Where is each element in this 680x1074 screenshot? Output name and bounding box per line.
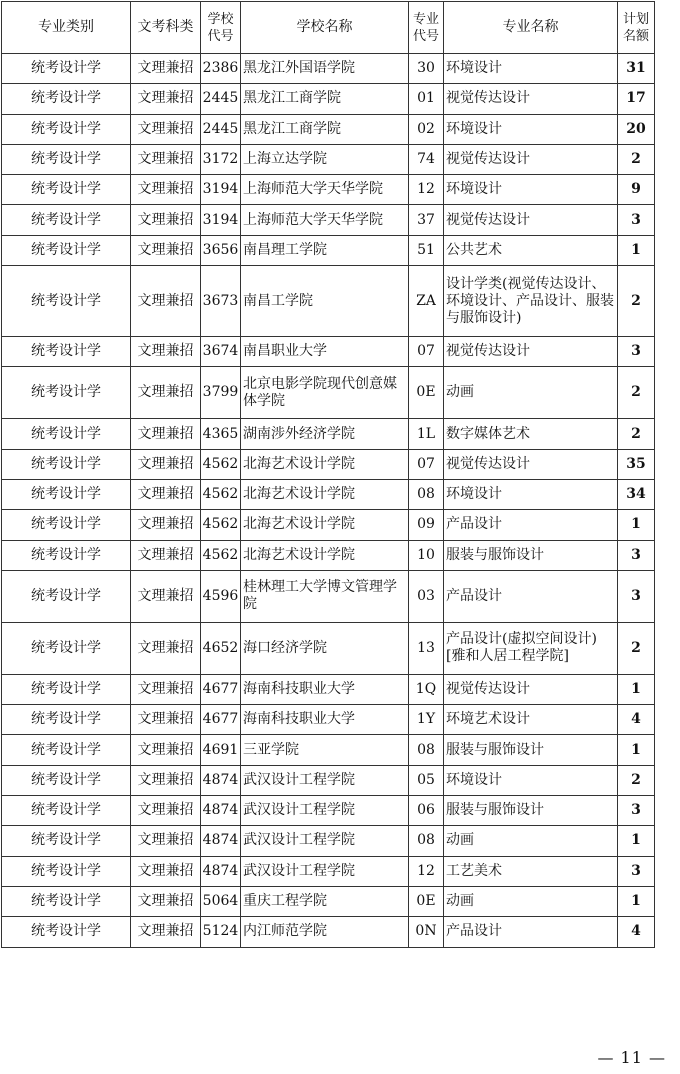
header-school-name: 学校名称 [241, 2, 409, 54]
table-row [2, 570, 655, 622]
table-row [2, 54, 655, 84]
quota-cell: 2 [618, 765, 655, 795]
school-name-cell: 北海艺术设计学院 [241, 510, 409, 540]
major-name-cell: 视觉传达设计 [444, 337, 618, 367]
header-major-name: 专业名称 [444, 2, 618, 54]
school-name-cell: 黑龙江工商学院 [241, 84, 409, 114]
school-name-cell: 北海艺术设计学院 [241, 479, 409, 509]
table-row [2, 479, 655, 509]
table-row [2, 917, 655, 947]
table-row [2, 705, 655, 735]
subject-cell: 文理兼招 [131, 205, 201, 235]
subject-cell: 文理兼招 [131, 826, 201, 856]
subject-cell: 文理兼招 [131, 266, 201, 337]
category-cell: 统考设计学 [2, 826, 131, 856]
category-cell: 统考设计学 [2, 205, 131, 235]
school-code-cell: 3172 [201, 144, 241, 174]
quota-cell: 1 [618, 735, 655, 765]
major-name-cell: 环境设计 [444, 765, 618, 795]
header-school-code: 学校代号 [201, 2, 241, 54]
school-name-cell: 南昌理工学院 [241, 235, 409, 265]
subject-cell: 文理兼招 [131, 796, 201, 826]
table-row [2, 337, 655, 367]
category-cell: 统考设计学 [2, 917, 131, 947]
quota-cell: 3 [618, 570, 655, 622]
major-code-cell: 1Q [409, 674, 444, 704]
major-code-cell: 74 [409, 144, 444, 174]
major-code-cell: 08 [409, 735, 444, 765]
subject-cell: 文理兼招 [131, 540, 201, 570]
major-code-cell: 06 [409, 796, 444, 826]
category-cell: 统考设计学 [2, 735, 131, 765]
school-code-cell: 2445 [201, 114, 241, 144]
subject-cell: 文理兼招 [131, 114, 201, 144]
table-row [2, 540, 655, 570]
quota-cell: 4 [618, 917, 655, 947]
subject-cell: 文理兼招 [131, 144, 201, 174]
school-name-cell: 上海师范大学天华学院 [241, 175, 409, 205]
category-cell: 统考设计学 [2, 856, 131, 886]
quota-cell: 2 [618, 419, 655, 449]
category-cell: 统考设计学 [2, 622, 131, 674]
table-row [2, 449, 655, 479]
page-number: — 11 — [597, 1048, 666, 1067]
school-code-cell: 4562 [201, 479, 241, 509]
school-code-cell: 4596 [201, 570, 241, 622]
school-code-cell: 4365 [201, 419, 241, 449]
quota-cell: 4 [618, 705, 655, 735]
major-name-cell: 视觉传达设计 [444, 674, 618, 704]
school-name-cell: 北海艺术设计学院 [241, 449, 409, 479]
category-cell: 统考设计学 [2, 235, 131, 265]
major-code-cell: 0E [409, 886, 444, 916]
quota-cell: 1 [618, 826, 655, 856]
school-name-cell: 三亚学院 [241, 735, 409, 765]
major-code-cell: 02 [409, 114, 444, 144]
major-name-cell: 服装与服饰设计 [444, 735, 618, 765]
category-cell: 统考设计学 [2, 54, 131, 84]
category-cell: 统考设计学 [2, 479, 131, 509]
subject-cell: 文理兼招 [131, 449, 201, 479]
major-name-cell: 环境设计 [444, 175, 618, 205]
major-code-cell: 07 [409, 337, 444, 367]
quota-cell: 3 [618, 205, 655, 235]
table-row [2, 856, 655, 886]
table-row [2, 419, 655, 449]
major-name-cell: 视觉传达设计 [444, 84, 618, 114]
major-name-cell: 服装与服饰设计 [444, 540, 618, 570]
major-code-cell: 07 [409, 449, 444, 479]
quota-cell: 1 [618, 886, 655, 916]
major-name-cell: 环境设计 [444, 479, 618, 509]
school-code-cell: 4874 [201, 826, 241, 856]
quota-cell: 3 [618, 856, 655, 886]
subject-cell: 文理兼招 [131, 84, 201, 114]
major-name-cell: 产品设计(虚拟空间设计)[雅和人居工程学院] [444, 622, 618, 674]
quota-cell: 2 [618, 367, 655, 419]
header-subject: 文考科类 [131, 2, 201, 54]
major-code-cell: 1Y [409, 705, 444, 735]
subject-cell: 文理兼招 [131, 705, 201, 735]
table-header-row [2, 2, 655, 54]
subject-cell: 文理兼招 [131, 622, 201, 674]
major-code-cell: 12 [409, 856, 444, 886]
category-cell: 统考设计学 [2, 540, 131, 570]
school-code-cell: 3194 [201, 205, 241, 235]
category-cell: 统考设计学 [2, 765, 131, 795]
school-name-cell: 上海立达学院 [241, 144, 409, 174]
category-cell: 统考设计学 [2, 510, 131, 540]
major-name-cell: 工艺美术 [444, 856, 618, 886]
header-major-code: 专业代号 [409, 2, 444, 54]
major-code-cell: 30 [409, 54, 444, 84]
subject-cell: 文理兼招 [131, 856, 201, 886]
quota-cell: 31 [618, 54, 655, 84]
school-name-cell: 南昌职业大学 [241, 337, 409, 367]
major-code-cell: 0N [409, 917, 444, 947]
table-row [2, 114, 655, 144]
subject-cell: 文理兼招 [131, 235, 201, 265]
quota-cell: 17 [618, 84, 655, 114]
table-row [2, 674, 655, 704]
quota-cell: 1 [618, 235, 655, 265]
table-row [2, 622, 655, 674]
major-name-cell: 服装与服饰设计 [444, 796, 618, 826]
major-name-cell: 产品设计 [444, 570, 618, 622]
major-code-cell: ZA [409, 266, 444, 337]
quota-cell: 1 [618, 674, 655, 704]
major-name-cell: 环境艺术设计 [444, 705, 618, 735]
category-cell: 统考设计学 [2, 114, 131, 144]
quota-cell: 3 [618, 796, 655, 826]
school-code-cell: 5064 [201, 886, 241, 916]
school-name-cell: 北京电影学院现代创意媒体学院 [241, 367, 409, 419]
subject-cell: 文理兼招 [131, 367, 201, 419]
category-cell: 统考设计学 [2, 419, 131, 449]
school-code-cell: 4677 [201, 705, 241, 735]
table-row [2, 510, 655, 540]
table-row [2, 84, 655, 114]
quota-cell: 2 [618, 144, 655, 174]
major-code-cell: 10 [409, 540, 444, 570]
category-cell: 统考设计学 [2, 705, 131, 735]
school-code-cell: 4691 [201, 735, 241, 765]
subject-cell: 文理兼招 [131, 419, 201, 449]
major-code-cell: 37 [409, 205, 444, 235]
category-cell: 统考设计学 [2, 674, 131, 704]
major-code-cell: 03 [409, 570, 444, 622]
major-code-cell: 12 [409, 175, 444, 205]
category-cell: 统考设计学 [2, 367, 131, 419]
major-name-cell: 公共艺术 [444, 235, 618, 265]
school-name-cell: 武汉设计工程学院 [241, 856, 409, 886]
subject-cell: 文理兼招 [131, 54, 201, 84]
category-cell: 统考设计学 [2, 84, 131, 114]
quota-cell: 3 [618, 337, 655, 367]
school-code-cell: 3674 [201, 337, 241, 367]
major-code-cell: 01 [409, 84, 444, 114]
school-name-cell: 武汉设计工程学院 [241, 796, 409, 826]
school-code-cell: 3799 [201, 367, 241, 419]
quota-cell: 1 [618, 510, 655, 540]
category-cell: 统考设计学 [2, 144, 131, 174]
school-code-cell: 4562 [201, 449, 241, 479]
subject-cell: 文理兼招 [131, 735, 201, 765]
table-row [2, 144, 655, 174]
table-body [2, 54, 655, 948]
quota-cell: 35 [618, 449, 655, 479]
major-code-cell: 0E [409, 367, 444, 419]
category-cell: 统考设计学 [2, 796, 131, 826]
school-code-cell: 4874 [201, 796, 241, 826]
school-code-cell: 2445 [201, 84, 241, 114]
school-code-cell: 4562 [201, 540, 241, 570]
subject-cell: 文理兼招 [131, 337, 201, 367]
admission-plan-table [1, 1, 655, 948]
major-name-cell: 数字媒体艺术 [444, 419, 618, 449]
school-name-cell: 武汉设计工程学院 [241, 826, 409, 856]
category-cell: 统考设计学 [2, 266, 131, 337]
subject-cell: 文理兼招 [131, 570, 201, 622]
school-name-cell: 海南科技职业大学 [241, 705, 409, 735]
header-quota: 计划名额 [618, 2, 655, 54]
major-name-cell: 动画 [444, 886, 618, 916]
major-name-cell: 视觉传达设计 [444, 205, 618, 235]
major-code-cell: 1L [409, 419, 444, 449]
category-cell: 统考设计学 [2, 886, 131, 916]
school-code-cell: 4874 [201, 856, 241, 886]
school-code-cell: 5124 [201, 917, 241, 947]
table-row [2, 735, 655, 765]
subject-cell: 文理兼招 [131, 765, 201, 795]
major-name-cell: 视觉传达设计 [444, 144, 618, 174]
school-name-cell: 湖南涉外经济学院 [241, 419, 409, 449]
table-row [2, 266, 655, 337]
school-name-cell: 内江师范学院 [241, 917, 409, 947]
category-cell: 统考设计学 [2, 449, 131, 479]
school-name-cell: 桂林理工大学博文管理学院 [241, 570, 409, 622]
table-row [2, 886, 655, 916]
major-name-cell: 环境设计 [444, 114, 618, 144]
table-row [2, 205, 655, 235]
major-code-cell: 09 [409, 510, 444, 540]
subject-cell: 文理兼招 [131, 175, 201, 205]
major-name-cell: 动画 [444, 826, 618, 856]
major-code-cell: 08 [409, 479, 444, 509]
major-code-cell: 08 [409, 826, 444, 856]
school-code-cell: 3194 [201, 175, 241, 205]
quota-cell: 34 [618, 479, 655, 509]
major-name-cell: 产品设计 [444, 510, 618, 540]
school-code-cell: 2386 [201, 54, 241, 84]
quota-cell: 3 [618, 540, 655, 570]
subject-cell: 文理兼招 [131, 674, 201, 704]
major-code-cell: 05 [409, 765, 444, 795]
major-name-cell: 设计学类(视觉传达设计、环境设计、产品设计、服装与服饰设计) [444, 266, 618, 337]
school-name-cell: 南昌工学院 [241, 266, 409, 337]
school-name-cell: 黑龙江工商学院 [241, 114, 409, 144]
quota-cell: 20 [618, 114, 655, 144]
subject-cell: 文理兼招 [131, 479, 201, 509]
subject-cell: 文理兼招 [131, 510, 201, 540]
table-row [2, 367, 655, 419]
quota-cell: 2 [618, 266, 655, 337]
school-code-cell: 4652 [201, 622, 241, 674]
school-name-cell: 上海师范大学天华学院 [241, 205, 409, 235]
school-code-cell: 4677 [201, 674, 241, 704]
category-cell: 统考设计学 [2, 175, 131, 205]
school-code-cell: 4562 [201, 510, 241, 540]
school-name-cell: 重庆工程学院 [241, 886, 409, 916]
school-name-cell: 武汉设计工程学院 [241, 765, 409, 795]
table-row [2, 235, 655, 265]
category-cell: 统考设计学 [2, 570, 131, 622]
major-code-cell: 51 [409, 235, 444, 265]
school-code-cell: 3673 [201, 266, 241, 337]
major-name-cell: 环境设计 [444, 54, 618, 84]
school-name-cell: 海口经济学院 [241, 622, 409, 674]
school-name-cell: 北海艺术设计学院 [241, 540, 409, 570]
school-code-cell: 3656 [201, 235, 241, 265]
subject-cell: 文理兼招 [131, 886, 201, 916]
school-name-cell: 黑龙江外国语学院 [241, 54, 409, 84]
major-code-cell: 13 [409, 622, 444, 674]
subject-cell: 文理兼招 [131, 917, 201, 947]
major-name-cell: 动画 [444, 367, 618, 419]
major-name-cell: 产品设计 [444, 917, 618, 947]
quota-cell: 2 [618, 622, 655, 674]
school-name-cell: 海南科技职业大学 [241, 674, 409, 704]
header-category: 专业类别 [2, 2, 131, 54]
table-row [2, 175, 655, 205]
table-row [2, 765, 655, 795]
table-row [2, 796, 655, 826]
quota-cell: 9 [618, 175, 655, 205]
table-row [2, 826, 655, 856]
category-cell: 统考设计学 [2, 337, 131, 367]
major-name-cell: 视觉传达设计 [444, 449, 618, 479]
school-code-cell: 4874 [201, 765, 241, 795]
